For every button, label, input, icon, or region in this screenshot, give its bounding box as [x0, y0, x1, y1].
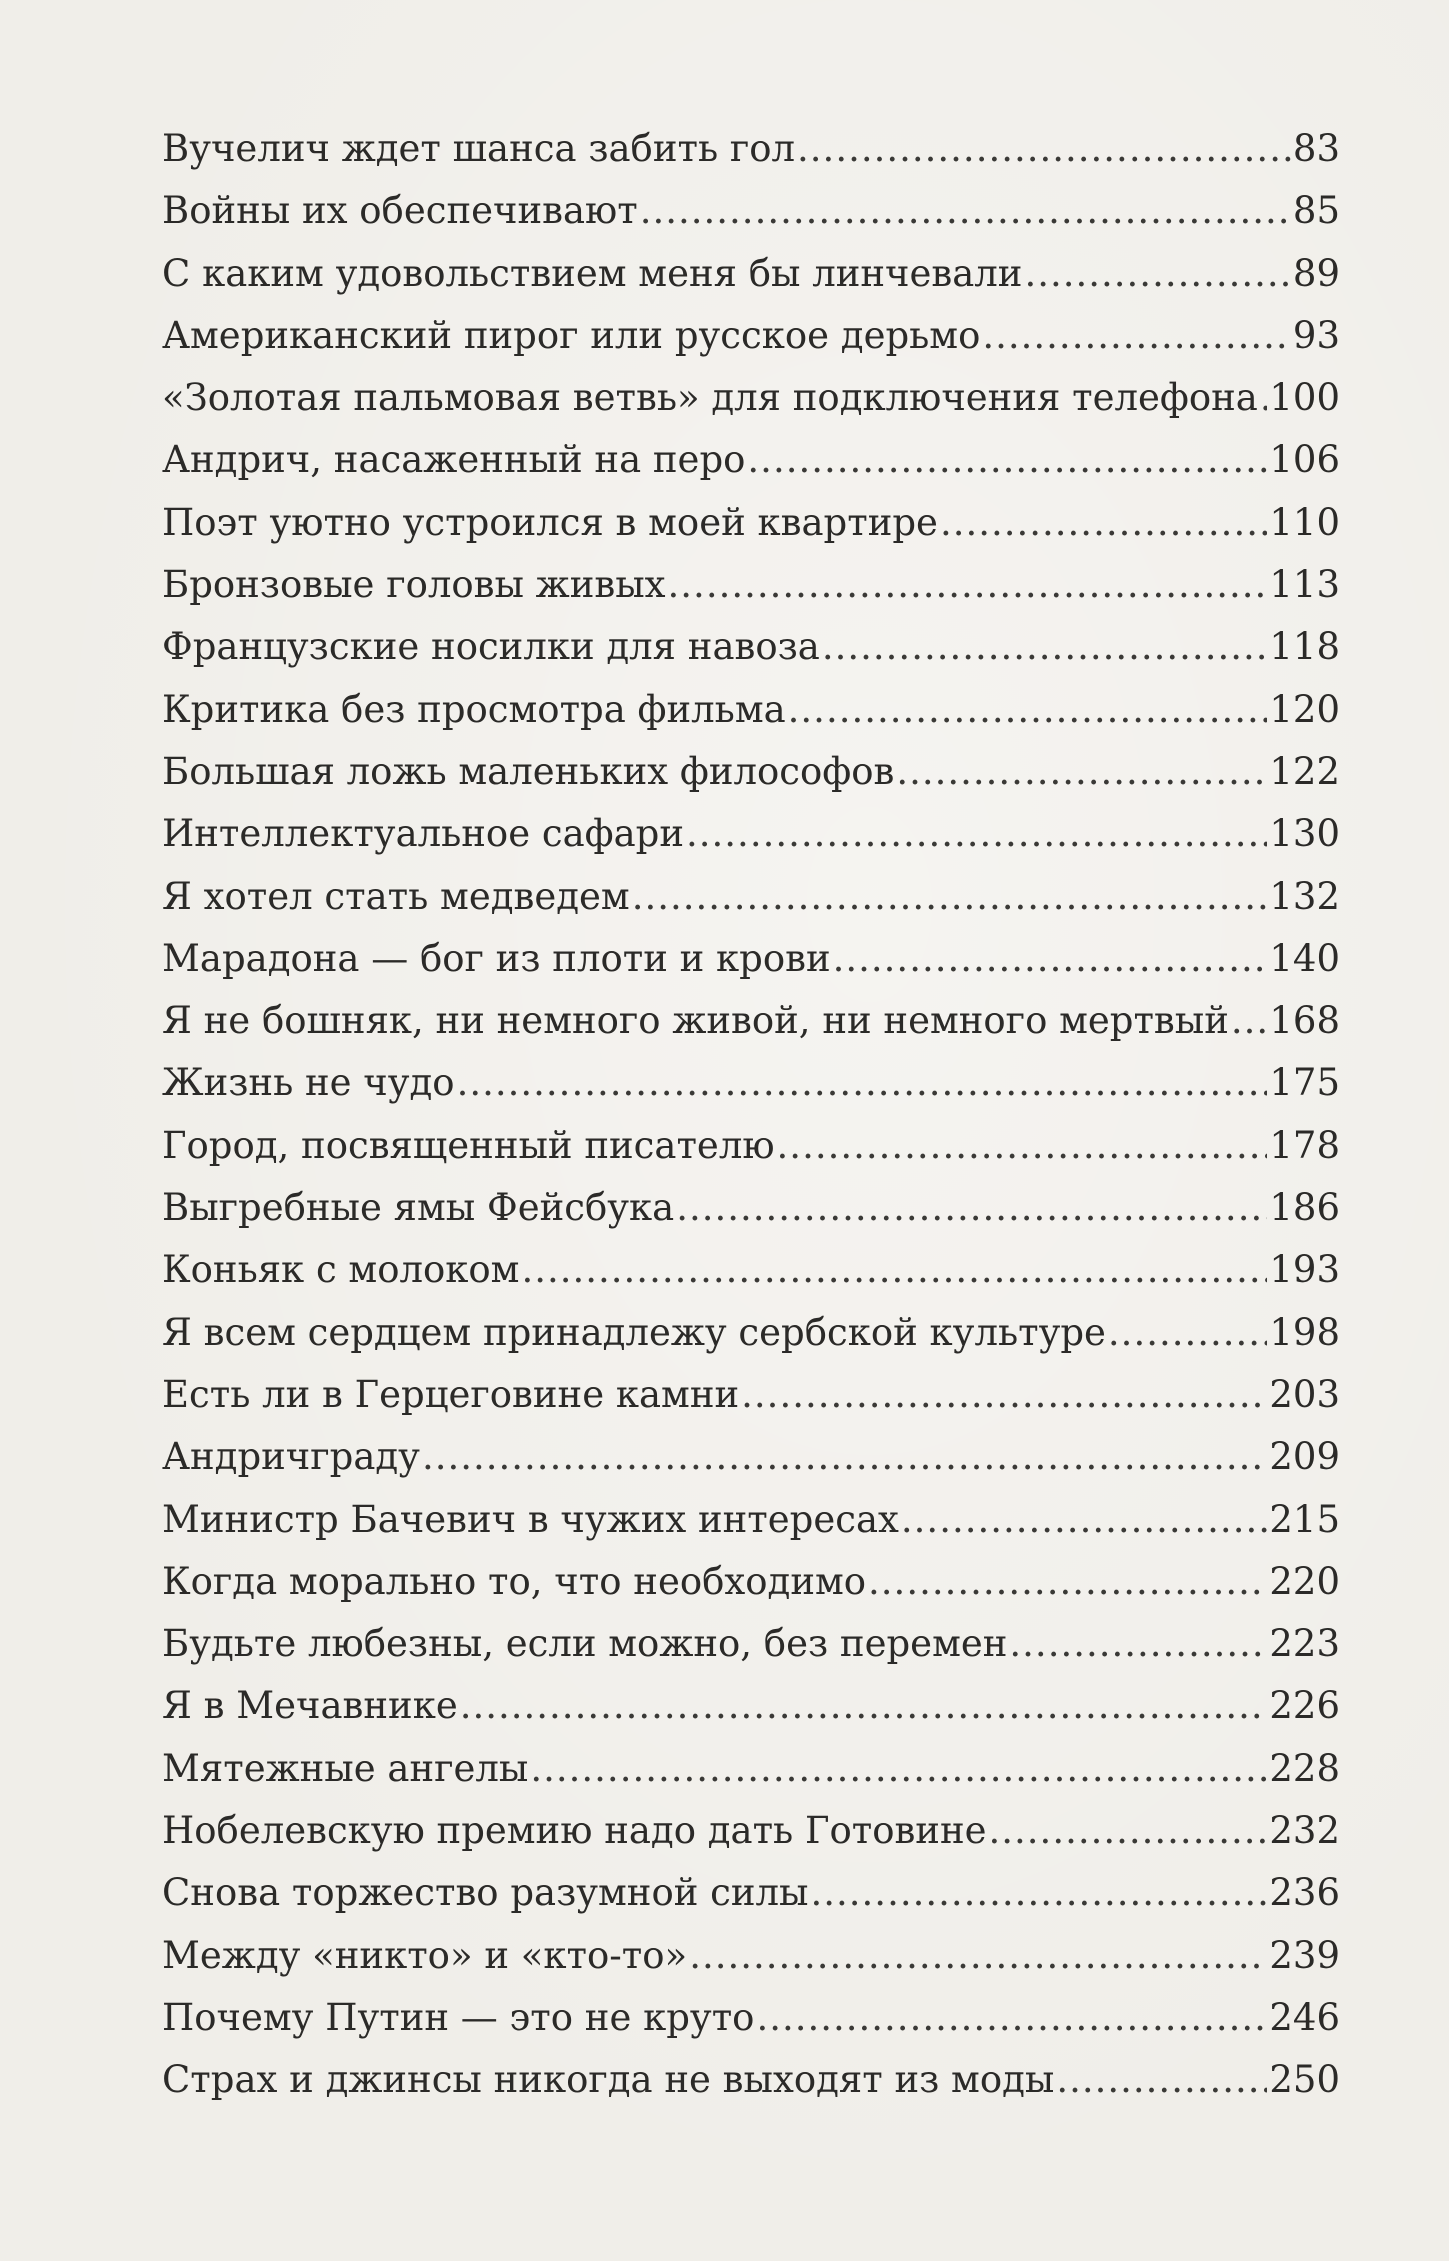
dot-leader [741, 1364, 1267, 1426]
entry-title: Жизнь не чудо [162, 1061, 455, 1105]
entry-title: Коньяк с молоком [162, 1248, 520, 1292]
toc-entry [162, 990, 1340, 1052]
entry-title: Бронзовые головы живых [162, 563, 666, 607]
dot-leader [640, 180, 1291, 242]
entry-page-number: 83 [1292, 127, 1340, 170]
toc-entry [162, 1675, 1340, 1737]
entry-page-number: 226 [1269, 1684, 1340, 1728]
dot-leader [989, 1800, 1268, 1862]
entry-page-number: 93 [1292, 313, 1340, 357]
entry-page-number: 239 [1269, 1933, 1340, 1977]
toc-entry [162, 305, 1340, 367]
entry-title: Французские носилки для навоза [162, 625, 820, 669]
entry-title: Критика без просмотра фильма [162, 687, 786, 731]
dot-leader [676, 1177, 1267, 1239]
dot-leader [686, 803, 1267, 865]
entry-page-number: 130 [1269, 812, 1340, 856]
entry-page-number: 220 [1269, 1559, 1340, 1603]
toc-entry [162, 1862, 1340, 1924]
entry-page-number: 175 [1269, 1061, 1340, 1105]
dot-leader [982, 305, 1291, 367]
dot-leader [901, 1489, 1267, 1551]
entry-page-number: 209 [1269, 1435, 1340, 1479]
entry-title: Большая ложь маленьких философов [162, 749, 895, 793]
toc-entry [162, 928, 1340, 990]
dot-leader [1108, 1302, 1267, 1364]
toc-entry [162, 866, 1340, 928]
entry-title: Я хотел стать медведем [162, 874, 630, 918]
toc-entry [162, 1302, 1340, 1364]
entry-title: Будьте любезны, если можно, без перемен [162, 1622, 1008, 1666]
toc-entry [162, 1551, 1340, 1613]
entry-page-number: 215 [1269, 1497, 1340, 1541]
entry-page-number: 89 [1292, 251, 1340, 295]
entry-page-number: 223 [1269, 1622, 1340, 1666]
dot-leader [833, 928, 1268, 990]
toc-entry [162, 118, 1340, 180]
entry-title: Поэт уютно устроился в моей квартире [162, 500, 938, 544]
toc-entry [162, 429, 1340, 491]
dot-leader [747, 429, 1267, 491]
toc-entry [162, 1426, 1340, 1488]
entry-page-number: 113 [1269, 563, 1340, 607]
toc-entry [162, 1115, 1340, 1177]
entry-title: С каким удовольствием меня бы линчевали [162, 251, 1023, 295]
toc-entry [162, 1987, 1340, 2049]
toc-entry [162, 1052, 1340, 1114]
dot-leader [1231, 990, 1267, 1052]
toc-entry [162, 1613, 1340, 1675]
dot-leader [457, 1052, 1268, 1114]
entry-title: Нобелевскую премию надо дать Готовине [162, 1809, 987, 1853]
dot-leader [797, 118, 1291, 180]
toc-entry [162, 1925, 1340, 1987]
dot-leader [788, 679, 1268, 741]
entry-page-number: 85 [1292, 189, 1340, 233]
dot-leader [1024, 243, 1290, 305]
toc-entry [162, 1177, 1340, 1239]
entry-title: Город, посвященный писателю [162, 1123, 775, 1167]
entry-title: Я всем сердцем принадлежу сербской культуре [162, 1310, 1106, 1354]
toc-entry [162, 243, 1340, 305]
entry-title: Снова торжество разумной силы [162, 1871, 809, 1915]
toc-entry [162, 803, 1340, 865]
entry-page-number: 193 [1269, 1248, 1340, 1292]
entry-title: Марадона — бог из плоти и крови [162, 936, 831, 980]
entry-title: Американский пирог или русское дерьмо [162, 313, 981, 357]
entry-page-number: 140 [1269, 936, 1340, 980]
entry-page-number: 246 [1269, 1995, 1340, 2039]
entry-title: Войны их обеспечивают [162, 189, 638, 233]
entry-title: Страх и джинсы никогда не выходят из моды [162, 2058, 1055, 2102]
entry-page-number: 228 [1269, 1746, 1340, 1790]
toc-entry [162, 554, 1340, 616]
dot-leader [822, 616, 1268, 678]
dot-leader [460, 1675, 1268, 1737]
entry-title: Андричграду [162, 1435, 420, 1479]
toc-entry [162, 2049, 1340, 2111]
dot-leader [668, 554, 1268, 616]
entry-page-number: 232 [1269, 1809, 1340, 1853]
entry-title: Между «никто» и «кто-то» [162, 1933, 688, 1977]
entry-page-number: 186 [1269, 1186, 1340, 1230]
dot-leader [940, 492, 1267, 554]
dot-leader [521, 1239, 1267, 1301]
entry-page-number: 168 [1269, 999, 1340, 1043]
dot-leader [756, 1987, 1267, 2049]
dot-leader [868, 1551, 1267, 1613]
toc-entry [162, 616, 1340, 678]
toc-entry [162, 1364, 1340, 1426]
entry-title: Интеллектуальное сафари [162, 812, 685, 856]
dot-leader [777, 1115, 1268, 1177]
entry-title: Вучелич ждет шанса забить гол [162, 127, 796, 170]
entry-title: Я в Мечавнике [162, 1684, 458, 1728]
entry-page-number: 118 [1269, 625, 1340, 669]
toc-entry [162, 1800, 1340, 1862]
toc-entry [162, 1738, 1340, 1800]
entry-title: Андрич, насаженный на перо [162, 438, 746, 482]
entry-title: Есть ли в Герцеговине камни [162, 1372, 740, 1416]
entry-title: Министр Бачевич в чужих интересах [162, 1497, 899, 1541]
entry-page-number: 110 [1269, 500, 1340, 544]
toc-entry [162, 1239, 1340, 1301]
entry-title: Почему Путин — это не круто [162, 1995, 755, 2039]
toc-entry [162, 1489, 1340, 1551]
dot-leader [1056, 2049, 1267, 2111]
entry-page-number: 100 [1269, 376, 1340, 420]
toc-entry [162, 741, 1340, 803]
toc-entry [162, 492, 1340, 554]
table-of-contents [162, 118, 1340, 2112]
dot-leader [811, 1862, 1268, 1924]
entry-page-number: 120 [1269, 687, 1340, 731]
dot-leader [422, 1426, 1267, 1488]
entry-title: Мятежные ангелы [162, 1746, 529, 1790]
dot-leader [689, 1925, 1267, 1987]
dot-leader [896, 741, 1267, 803]
entry-page-number: 198 [1269, 1310, 1340, 1354]
entry-title: Когда морально то, что необходимо [162, 1559, 867, 1603]
entry-title: Выгребные ямы Фейсбука [162, 1186, 675, 1230]
dot-leader [632, 866, 1268, 928]
toc-entry [162, 367, 1340, 429]
entry-title: Я не бошняк, ни немного живой, ни немного мертвый [162, 999, 1229, 1043]
dot-leader [530, 1738, 1267, 1800]
dot-leader [1260, 367, 1268, 429]
toc-entry [162, 180, 1340, 242]
entry-page-number: 132 [1269, 874, 1340, 918]
entry-page-number: 106 [1269, 438, 1340, 482]
entry-page-number: 236 [1269, 1871, 1340, 1915]
entry-page-number: 203 [1269, 1372, 1340, 1416]
entry-page-number: 178 [1269, 1123, 1340, 1167]
entry-page-number: 250 [1269, 2058, 1340, 2102]
dot-leader [1009, 1613, 1267, 1675]
entry-page-number: 122 [1269, 749, 1340, 793]
entry-title: «Золотая пальмовая ветвь» для подключения телефона [162, 376, 1258, 420]
toc-entry [162, 679, 1340, 741]
